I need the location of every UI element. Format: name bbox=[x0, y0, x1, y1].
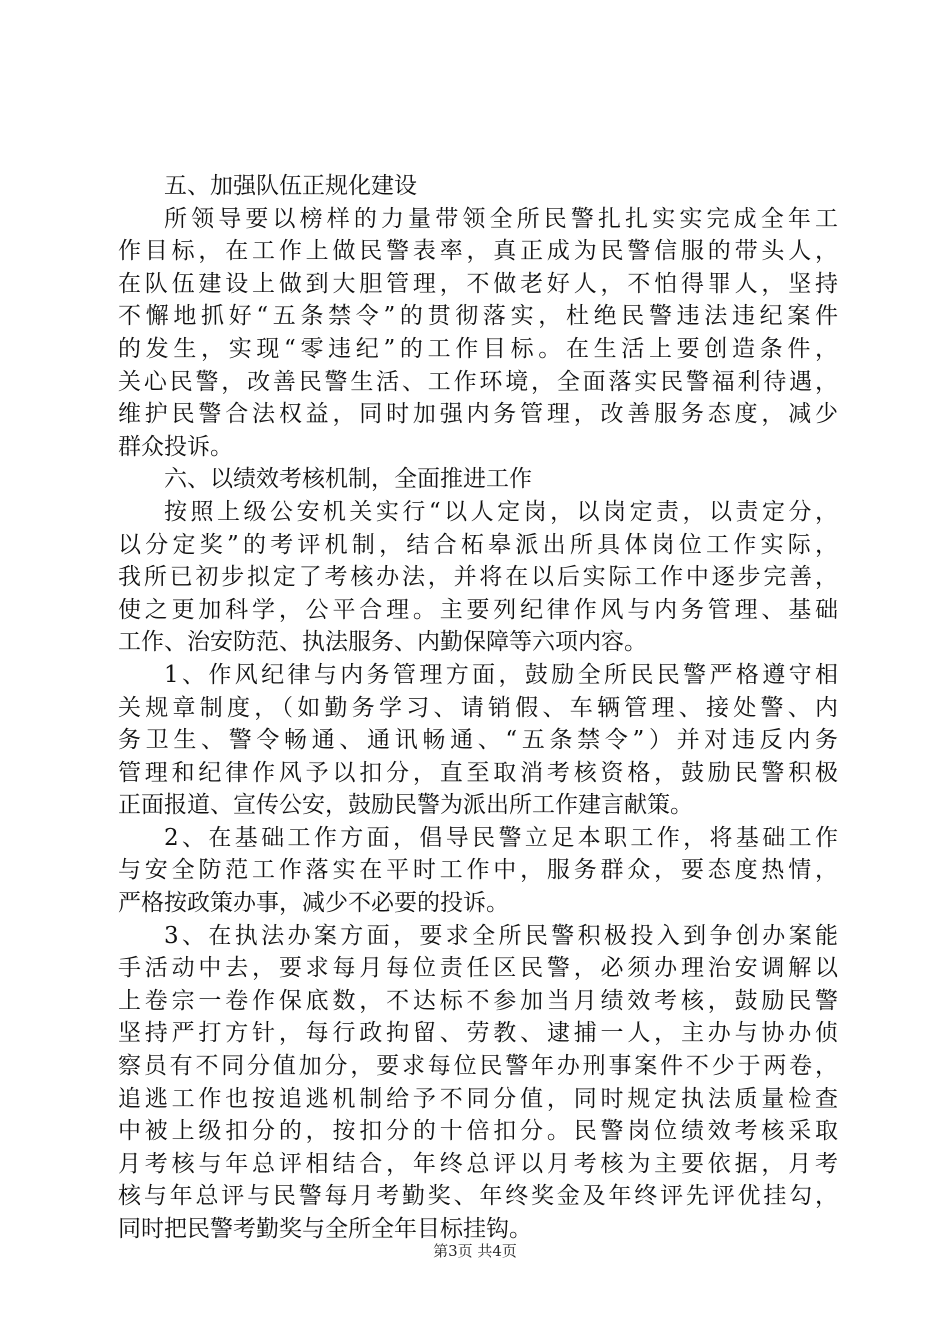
text-line: 1、作风纪律与内务管理方面，鼓励全所民民警严格遵守相 bbox=[164, 661, 838, 688]
text-line: 务卫生、警令畅通、通讯畅通、“五条禁令”）并对违反内务 bbox=[118, 727, 838, 754]
text-line: 核与年总评与民警每月考勤奖、年终奖金及年终评先评优挂勾， bbox=[118, 1183, 838, 1210]
text-line: 关规章制度，（如勤务学习、请销假、车辆管理、接处警、内 bbox=[118, 694, 838, 721]
section-heading: 五、加强队伍正规化建设 bbox=[164, 173, 417, 199]
text-line: 同时把民警考勤奖与全所全年目标挂钩。 bbox=[118, 1216, 532, 1242]
text-line: 追逃工作也按追逃机制给予不同分值，同时规定执法质量检查 bbox=[118, 1085, 838, 1112]
page-footer: 第3页 共4页 bbox=[433, 1242, 517, 1260]
text-line: 在队伍建设上做到大胆管理，不做老好人，不怕得罪人，坚持 bbox=[118, 270, 838, 297]
text-line: 严格按政策办事，减少不必要的投诉。 bbox=[118, 890, 509, 917]
text-line: 所领导要以榜样的力量带领全所民警扎扎实实完成全年工 bbox=[164, 205, 838, 232]
text-line: 按照上级公安机关实行“以人定岗，以岗定责，以责定分， bbox=[164, 498, 838, 525]
text-line: 手活动中去，要求每月每位责任区民警，必须办理治安调解以 bbox=[118, 955, 838, 982]
text-line: 的发生，实现“零违纪”的工作目标。在生活上要创造条件， bbox=[118, 335, 838, 362]
text-line: 我所已初步拟定了考核办法，并将在以后实际工作中逐步完善， bbox=[118, 564, 838, 591]
document-body bbox=[118, 170, 838, 1246]
text-line: 坚持严打方针，每行政拘留、劳教、逮捕一人，主办与协办侦 bbox=[118, 1020, 838, 1047]
text-line: 群众投诉。 bbox=[118, 433, 233, 460]
text-line: 中被上级扣分的，按扣分的十倍扣分。民警岗位绩效考核采取 bbox=[118, 1118, 838, 1145]
text-line: 3、在执法办案方面，要求全所民警积极投入到争创办案能 bbox=[164, 922, 838, 949]
text-line: 以分定奖”的考评机制，结合柘皋派出所具体岗位工作实际， bbox=[118, 531, 838, 558]
text-line: 关心民警，改善民警生活、工作环境，全面落实民警福利待遇， bbox=[118, 368, 838, 395]
text-line: 不懈地抓好“五条禁令”的贯彻落实，杜绝民警违法违纪案件 bbox=[118, 303, 838, 330]
text-line: 月考核与年总评相结合，年终总评以月考核为主要依据，月考 bbox=[118, 1150, 838, 1177]
text-line: 维护民警合法权益，同时加强内务管理，改善服务态度，减少 bbox=[118, 401, 838, 428]
text-line: 上卷宗一卷作保底数，不达标不参加当月绩效考核，鼓励民警 bbox=[118, 987, 838, 1014]
text-line: 正面报道、宣传公安，鼓励民警为派出所工作建言献策。 bbox=[118, 792, 693, 819]
text-line: 察员有不同分值加分，要求每位民警年办刑事案件不少于两卷， bbox=[118, 1053, 838, 1080]
text-line: 使之更加科学，公平合理。主要列纪律作风与内务管理、基础 bbox=[118, 596, 838, 623]
text-line: 2、在基础工作方面，倡导民警立足本职工作，将基础工作 bbox=[164, 824, 838, 851]
text-line: 作目标，在工作上做民警表率，真正成为民警信服的带头人， bbox=[118, 238, 838, 265]
text-line: 管理和纪律作风予以扣分，直至取消考核资格，鼓励民警积极 bbox=[118, 759, 838, 786]
text-line: 工作、治安防范、执法服务、内勤保障等六项内容。 bbox=[118, 629, 647, 656]
text-line: 与安全防范工作落实在平时工作中，服务群众，要态度热情， bbox=[118, 857, 838, 884]
section-heading: 六、以绩效考核机制，全面推进工作 bbox=[164, 466, 532, 493]
